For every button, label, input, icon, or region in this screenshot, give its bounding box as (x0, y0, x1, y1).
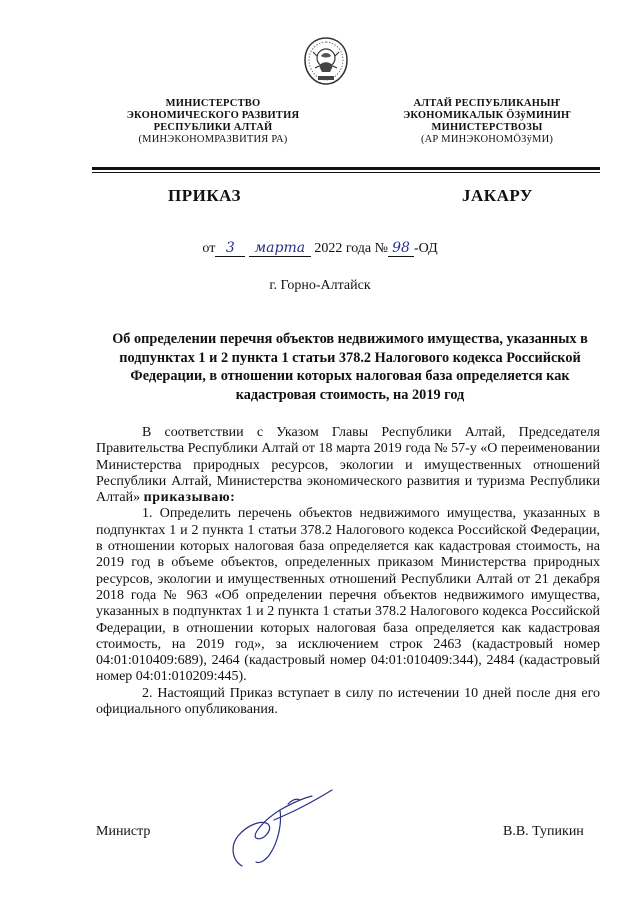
intro-paragraph (96, 425, 600, 506)
city: г. Горно-Алтайск (269, 278, 371, 293)
item-2-paragraph: 2. Настоящий Приказ вступает в силу по истечении 10 дней после дня его официального опубликования. (96, 685, 600, 718)
order-number-suffix: -ОД (414, 241, 438, 256)
date-day-handwritten: 3 (215, 240, 245, 257)
date-prefix: от (202, 241, 216, 256)
header-divider-thin (92, 172, 600, 173)
header-right-line: ЭКОНОМИКАЛЫК ÖЗÿМИНИҤ (403, 110, 571, 121)
date-year-text: 2022 года № (314, 241, 388, 256)
header-right-abbrev: (АР МИНЭКОНОМÖЗÿМИ) (420, 134, 554, 145)
signatory-title: Министр (96, 824, 151, 839)
intro-text: В соответствии с Указом Главы Республики Алтай, Председателя Правительства Республики Алтай от 18 марта 2019 года № 57-у «О переименовании Министерства природных ресурсов, экологии и имущественных отношений Республики Алтай, Министерства экономического развития и туризма Республики Алтай» (96, 425, 600, 506)
date-month-handwritten: марта (249, 240, 311, 257)
ministry-name-russian (98, 98, 328, 146)
header-left-line: МИНИСТЕРСТВО (165, 98, 261, 109)
ministry-name-altai (372, 98, 602, 146)
signatory-name: В.В. Тупикин (503, 824, 584, 839)
header-divider-thick (92, 167, 600, 170)
header-right-line: МИНИСТЕРСТВОЗЫ (431, 122, 543, 133)
header-left-abbrev: (МИНЭКОНОМРАЗВИТИЯ РА) (138, 134, 288, 145)
header-right-line: АЛТАЙ РЕСПУБЛИКАНЫҤ (413, 98, 561, 109)
order-word: приказываю: (143, 490, 236, 506)
item-1-paragraph: 1. Определить перечень объектов недвижимого имущества, указанных в подпунктах 1 и 2 пункта 1 статьи 378.2 Налогового кодекса Российской Федерации, в отношении которых налоговая база определяется как кадастровая стоимость, на 2019 год в объеме объектов, определенных приказом Министерства природных ресурсов, экологии и имущественных отношений Республики Алтай от 21 декабря 2018 года № 963 «Об определении перечня объектов недвижимого имущества, указанных в подпунктах 1 и 2 пункта 1 статьи 378.2 Налогового кодекса Российской Федерации, в отношении которых налоговая база определяется как кадастровая стоимость, на 2019 год», за исключением строк 2463 (кадастровый номер 04:01:010409:689), 2464 (кадастровый номер 04:01:010409:344), 2484 (кадастровый номер 04:01:010209:445). (96, 506, 600, 685)
coat-of-arms-emblem (303, 36, 349, 86)
order-body (96, 425, 600, 718)
header-left-line: РЕСПУБЛИКИ АЛТАЙ (153, 122, 273, 133)
header-left-line: ЭКОНОМИЧЕСКОГО РАЗВИТИЯ (126, 110, 300, 121)
order-subject: Об определении перечня объектов недвижимого имущества, указанных в подпунктах 1 и 2 пункта 1 статьи 378.2 Налогового кодекса Российской Федерации, в отношении которых налоговая база определяется как кадастровая стоимость, на 2019 год (112, 331, 588, 403)
handwritten-signature (222, 780, 346, 872)
doc-type-altai: JАКАРУ (462, 186, 533, 205)
doc-type-russian: ПРИКАЗ (168, 186, 241, 205)
order-number-handwritten: 98 (388, 240, 414, 257)
order-date-number (0, 240, 640, 257)
